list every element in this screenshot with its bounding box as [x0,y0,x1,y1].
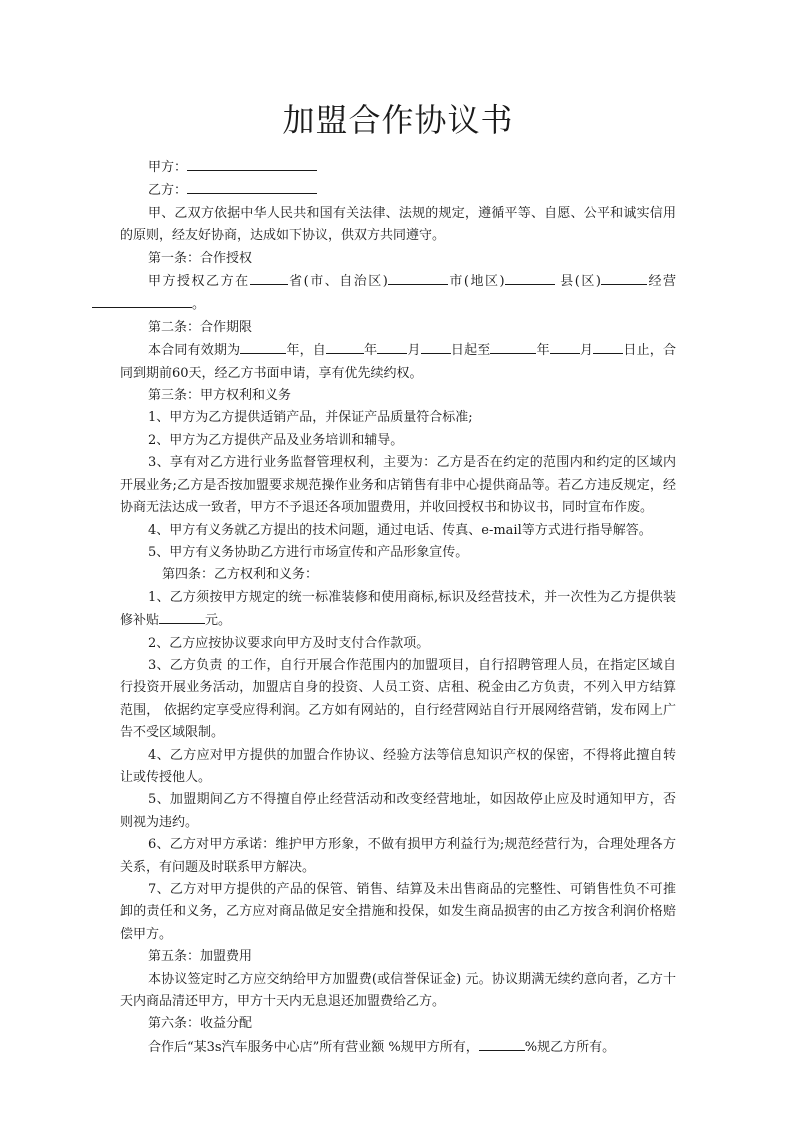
article-3-item-3: 3、享有对乙方进行业务监督管理权利，主要为：乙方是否在约定的范围内和约定的区域内开展业务;乙方是否按加盟要求规范操作业务和店销售有非中心提供商品等。若乙方违反规定，经协商无法达成一致者，甲方不予退还各项加盟费用，并收回授权书和协议书，同时宣布作废。 [120,455,676,516]
article-4-item-1: 1、乙方须按甲方规定的统一标准装修和使用商标,标识及经营技术，并一次性为乙方提供装修补贴 元。 [120,589,676,629]
party-b-label: 乙方： [148,183,188,199]
article-2-heading: 第二条：合作期限 [148,319,253,335]
article-4-item-4: 4、乙方应对甲方提供的加盟合作协议、经验方法等信息知识产权的保密，不得将此擅自转让或传授他人。 [120,747,676,785]
article-4-heading: 第四条：乙方权利和义务： [162,567,319,583]
party-b-blank [187,179,317,194]
document-page [120,100,676,1059]
article-1-body: 甲方授权乙方在 省(市、自治区) 市(地区) 县(区) 经营。 [120,270,676,317]
article-2-body: 本合同有效期为 年，自 年 月 日起至 年 月 日止，合同到期前60天，经乙方书面申请，享有优先续约权。 [120,339,676,385]
party-a-label: 甲方： [148,160,188,175]
article-6-body: 合作后“某3s汽车服务中心店”所有营业额 %规甲方所有， %规乙方所有。 [120,1036,676,1059]
article-3-item-5: 5、甲方有义务协助乙方进行市场宣传和产品形象宣传。 [148,544,469,560]
article-3-heading: 第三条：甲方权利和义务 [148,388,292,404]
document-title: 加盟合作协议书 [282,101,514,139]
article-6-heading: 第六条：收益分配 [148,1016,253,1032]
article-5-heading: 第五条：加盟费用 [148,949,253,965]
party-a-blank [187,156,317,171]
article-4-item-7: 7、乙方对甲方提供的产品的保管、销售、结算及未出售商品的完整性、可销售性负不可推卸的责任和义务，乙方应对商品做足安全措施和投保，如发生商品损害的由乙方按含利润价格赔偿甲方。 [120,882,676,942]
article-4-item-3: 3、乙方负责 的工作，自行开展合作范围内的加盟项目，自行招聘管理人员，在指定区域自行投资开展业务活动，加盟店自身的投资、人员工资、店租、税金由乙方负责，不列入甲方结算范围， 依据约定享受应得利润。乙方如有网站的，自行经营网站自行开展网络营销，发布网上广告不受区域限制。 [120,657,676,741]
article-4-item-6: 6、乙方对甲方承诺：维护甲方形象，不做有损甲方利益行为;规范经营行为，合理处理各方关系，有问题及时联系甲方解决。 [120,837,676,875]
article-3-item-4: 4、甲方有义务就乙方提出的技术问题，通过电话、传真、e-mail等方式进行指导解答。 [148,522,652,538]
article-3-item-2: 2、甲方为乙方提供产品及业务培训和辅导。 [148,432,404,448]
party-a-line [120,156,676,179]
article-4-item-5: 5、加盟期间乙方不得擅自停止经营活动和改变经营地址，如因故停止应及时通知甲方，否则视为违约。 [120,792,676,830]
preamble: 甲、乙双方依据中华人民共和国有关法律、法规的规定，遵循平等、自愿、公平和诚实信用的原则，经友好协商，达成如下协议，供双方共同遵守。 [120,205,676,244]
party-b-line [120,179,676,202]
article-5-body: 本协议签定时乙方应交纳给甲方加盟费(或信誉保证金) 元。协议期满无续约意向者，乙方十天内商品清还甲方，甲方十天内无息退还加盟费给乙方。 [120,971,676,1010]
article-1-heading: 第一条：合作授权 [148,250,253,266]
article-3-item-1: 1、甲方为乙方提供适销产品，并保证产品质量符合标准; [148,410,473,426]
article-4-item-2: 2、乙方应按协议要求向甲方及时支付合作款项。 [148,635,430,651]
